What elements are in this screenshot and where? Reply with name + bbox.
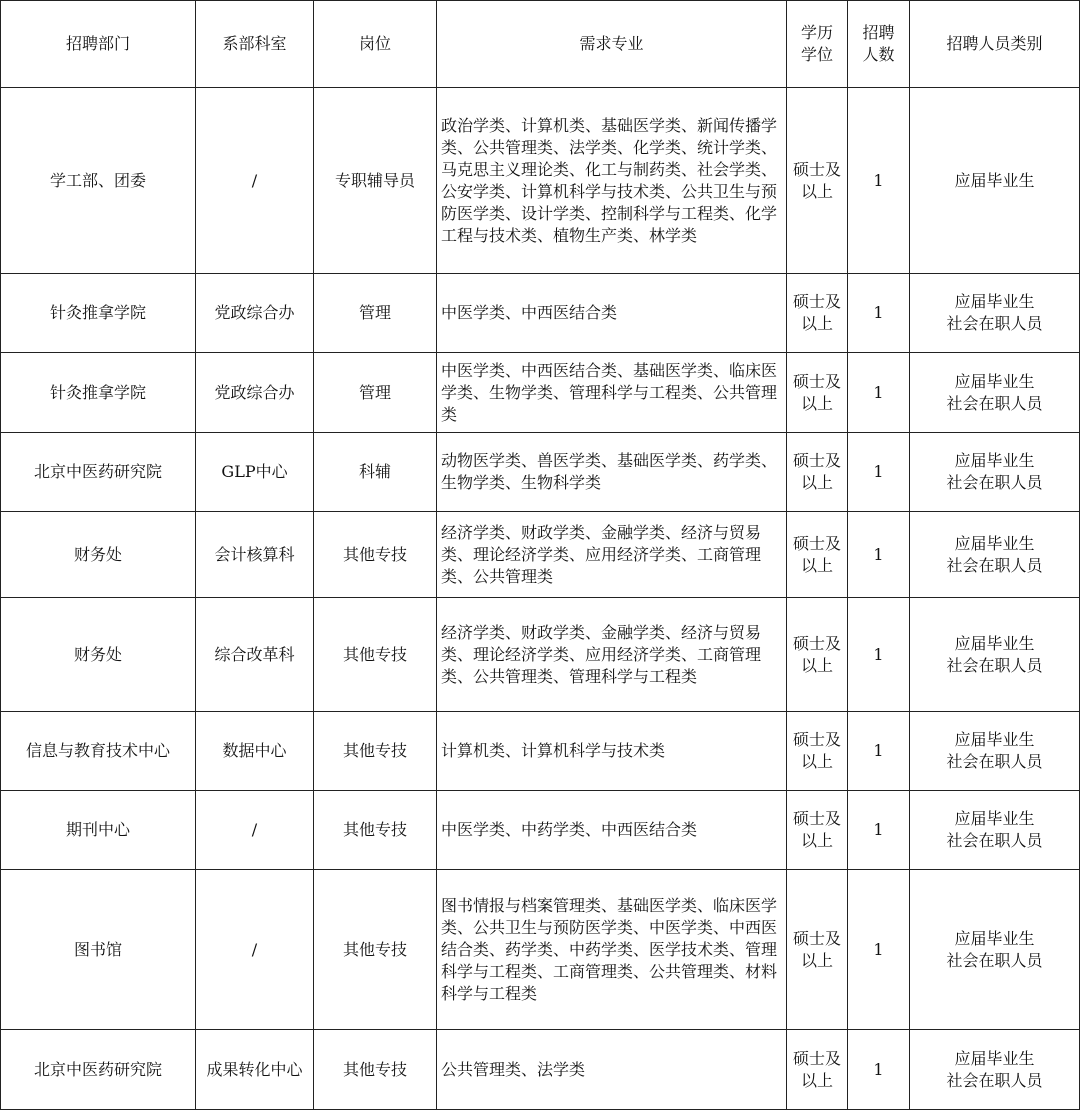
edu-line: 硕士及 [792,533,841,553]
header-post: 岗位 [314,1,437,88]
table-row [1,598,1080,712]
header-edu-line: 学位 [800,45,833,64]
cell-edu [787,512,848,598]
category-line: 社会在职人员 [946,831,1043,850]
table-row [1,1030,1080,1110]
cell-office: / [196,88,314,274]
cell-office: 党政综合办 [196,274,314,353]
edu-line: 硕士及 [792,809,841,828]
cell-post: 科辅 [314,433,437,512]
cell-count: 1 [848,791,910,870]
category-line: 应届毕业生 [954,170,1035,190]
category-line: 应届毕业生 [954,371,1035,391]
table-row [1,353,1080,433]
cell-post: 其他专技 [314,512,437,598]
header-count-line: 招聘 [862,23,895,42]
category-line: 应届毕业生 [954,451,1035,470]
category-line: 社会在职人员 [946,752,1043,771]
header-edu-line: 学历 [800,23,833,42]
cell-category [910,870,1080,1030]
edu-line: 硕士及 [792,371,841,391]
category-line: 社会在职人员 [946,314,1043,333]
category-line: 应届毕业生 [954,1048,1035,1068]
cell-dept: 针灸推拿学院 [1,353,196,433]
cell-office: 数据中心 [196,712,314,791]
cell-post: 管理 [314,274,437,353]
cell-count: 1 [848,88,910,274]
cell-office: 会计核算科 [196,512,314,598]
cell-category [910,712,1080,791]
edu-line: 硕士及 [792,451,841,470]
cell-count: 1 [848,870,910,1030]
cell-office: / [196,791,314,870]
category-line: 应届毕业生 [954,633,1035,653]
cell-dept: 学工部、团委 [1,88,196,274]
cell-category [910,274,1080,353]
table-row [1,88,1080,274]
cell-post: 其他专技 [314,598,437,712]
header-row [1,1,1080,88]
category-line: 应届毕业生 [954,928,1035,948]
cell-office: 成果转化中心 [196,1030,314,1110]
edu-line: 以上 [800,555,833,575]
cell-count: 1 [848,433,910,512]
cell-dept: 针灸推拿学院 [1,274,196,353]
cell-count: 1 [848,1030,910,1110]
edu-line: 以上 [800,314,833,333]
cell-category [910,512,1080,598]
edu-line: 硕士及 [792,730,841,749]
cell-major: 中医学类、中西医结合类、基础医学类、临床医学类、生物学类、管理科学与工程类、公共管理类 [437,353,787,433]
header-edu [787,1,848,88]
category-line: 社会在职人员 [946,950,1043,970]
cell-major: 计算机类、计算机科学与技术类 [437,712,787,791]
edu-line: 硕士及 [792,1048,841,1068]
header-count [848,1,910,88]
table-body [1,88,1080,1110]
edu-line: 以上 [800,831,833,850]
edu-line: 以上 [800,655,833,675]
table-row [1,791,1080,870]
cell-edu [787,1030,848,1110]
cell-count: 1 [848,512,910,598]
edu-line: 硕士及 [792,292,841,311]
table-row [1,274,1080,353]
cell-major: 中医学类、中药学类、中西医结合类 [437,791,787,870]
edu-line: 以上 [800,950,833,970]
cell-post: 其他专技 [314,791,437,870]
cell-count: 1 [848,353,910,433]
cell-office: 综合改革科 [196,598,314,712]
category-line: 社会在职人员 [946,555,1043,575]
edu-line: 硕士及 [792,928,841,948]
header-office: 系部科室 [196,1,314,88]
edu-line: 以上 [800,1070,833,1090]
cell-dept: 财务处 [1,598,196,712]
cell-count: 1 [848,274,910,353]
cell-count: 1 [848,712,910,791]
cell-edu [787,274,848,353]
header-dept: 招聘部门 [1,1,196,88]
cell-office: GLP中心 [196,433,314,512]
category-line: 应届毕业生 [954,292,1035,311]
cell-category [910,598,1080,712]
cell-category [910,791,1080,870]
cell-post: 管理 [314,353,437,433]
cell-post: 其他专技 [314,1030,437,1110]
cell-dept: 北京中医药研究院 [1,1030,196,1110]
category-line: 应届毕业生 [954,809,1035,828]
cell-post: 专职辅导员 [314,88,437,274]
edu-line: 硕士及 [792,159,841,179]
cell-edu [787,791,848,870]
header-count-line: 人数 [862,45,895,64]
cell-edu [787,712,848,791]
cell-post: 其他专技 [314,870,437,1030]
category-line: 应届毕业生 [954,730,1035,749]
cell-dept: 期刊中心 [1,791,196,870]
cell-major: 公共管理类、法学类 [437,1030,787,1110]
table-row [1,512,1080,598]
cell-major: 中医学类、中西医结合类 [437,274,787,353]
cell-major: 图书情报与档案管理类、基础医学类、临床医学类、公共卫生与预防医学类、中医学类、中西医结合类、药学类、中药学类、医学技术类、管理科学与工程类、工商管理类、公共管理类、材料科学与工程类 [437,870,787,1030]
cell-category [910,88,1080,274]
cell-category [910,1030,1080,1110]
cell-major: 经济学类、财政学类、金融学类、经济与贸易类、理论经济学类、应用经济学类、工商管理类、公共管理类 [437,512,787,598]
cell-count: 1 [848,598,910,712]
edu-line: 以上 [800,393,833,413]
table-row [1,870,1080,1030]
edu-line: 硕士及 [792,633,841,653]
cell-major: 动物医学类、兽医学类、基础医学类、药学类、生物学类、生物科学类 [437,433,787,512]
cell-edu [787,88,848,274]
cell-dept: 信息与教育技术中心 [1,712,196,791]
category-line: 社会在职人员 [946,655,1043,675]
cell-post: 其他专技 [314,712,437,791]
cell-category [910,353,1080,433]
cell-edu [787,870,848,1030]
cell-dept: 财务处 [1,512,196,598]
cell-office: / [196,870,314,1030]
edu-line: 以上 [800,473,833,492]
cell-office: 党政综合办 [196,353,314,433]
edu-line: 以上 [800,752,833,771]
cell-dept: 图书馆 [1,870,196,1030]
cell-edu [787,433,848,512]
category-line: 社会在职人员 [946,1070,1043,1090]
category-line: 社会在职人员 [946,473,1043,492]
cell-edu [787,353,848,433]
header-major: 需求专业 [437,1,787,88]
edu-line: 以上 [800,181,833,201]
category-line: 应届毕业生 [954,533,1035,553]
cell-major: 经济学类、财政学类、金融学类、经济与贸易类、理论经济学类、应用经济学类、工商管理类、公共管理类、管理科学与工程类 [437,598,787,712]
cell-dept: 北京中医药研究院 [1,433,196,512]
category-line: 社会在职人员 [946,393,1043,413]
table-row [1,433,1080,512]
cell-major: 政治学类、计算机类、基础医学类、新闻传播学类、公共管理类、法学类、化学类、统计学类、马克思主义理论类、化工与制药类、社会学类、公安学类、计算机科学与技术类、公共卫生与预防医学类、设计学类、控制科学与工程类、化学工程与技术类、植物生产类、林学类 [437,88,787,274]
cell-edu [787,598,848,712]
cell-category [910,433,1080,512]
table-row [1,712,1080,791]
header-category: 招聘人员类别 [910,1,1080,88]
